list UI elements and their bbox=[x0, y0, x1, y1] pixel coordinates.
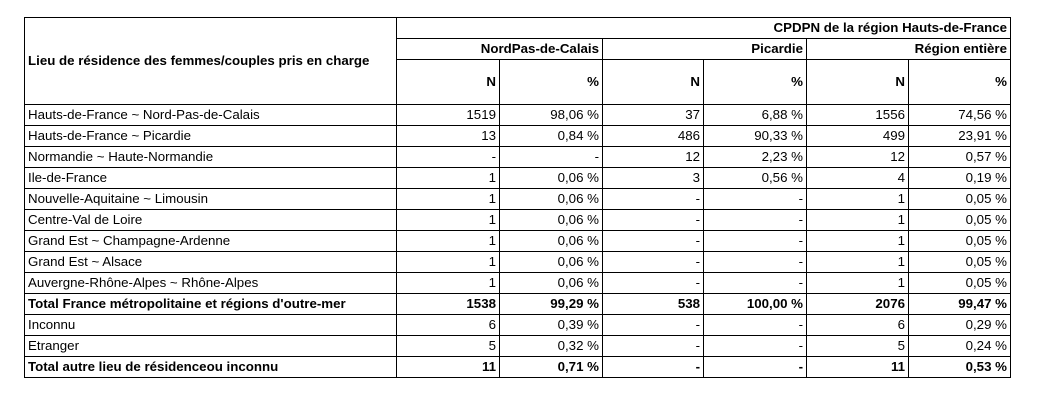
cell-percent: 0,39 % bbox=[500, 315, 603, 336]
cell-count: 1556 bbox=[807, 105, 909, 126]
cell-percent: 2,23 % bbox=[704, 147, 807, 168]
cell-percent: 0,05 % bbox=[909, 189, 1011, 210]
cell-count: 12 bbox=[807, 147, 909, 168]
row-label: Nouvelle-Aquitaine ~ Limousin bbox=[25, 189, 397, 210]
cell-percent: 99,29 % bbox=[500, 294, 603, 315]
cell-count: - bbox=[397, 147, 500, 168]
cell-percent: 6,88 % bbox=[704, 105, 807, 126]
cell-count: 1538 bbox=[397, 294, 500, 315]
table-row bbox=[25, 147, 1011, 168]
cell-count: - bbox=[603, 357, 704, 378]
cell-count: - bbox=[603, 252, 704, 273]
cell-percent: - bbox=[500, 147, 603, 168]
table-row bbox=[25, 210, 1011, 231]
cell-count: 13 bbox=[397, 126, 500, 147]
row-label-header: Lieu de résidence des femmes/couples pris en charge bbox=[25, 18, 397, 105]
cell-count: 5 bbox=[807, 336, 909, 357]
residence-table bbox=[24, 17, 1011, 378]
cell-count: 1 bbox=[397, 210, 500, 231]
cell-count: 12 bbox=[603, 147, 704, 168]
cell-percent: 0,29 % bbox=[909, 315, 1011, 336]
cell-percent: 0,53 % bbox=[909, 357, 1011, 378]
group-header-nord-pas-de-calais: NordPas-de-Calais bbox=[397, 39, 603, 60]
cell-percent: 0,06 % bbox=[500, 168, 603, 189]
cell-count: - bbox=[603, 231, 704, 252]
table-row bbox=[25, 315, 1011, 336]
column-header-n: N bbox=[807, 60, 909, 105]
cell-count: 1 bbox=[807, 210, 909, 231]
cell-count: - bbox=[603, 189, 704, 210]
table-row bbox=[25, 189, 1011, 210]
table-row bbox=[25, 231, 1011, 252]
cell-count: 11 bbox=[397, 357, 500, 378]
cell-percent: 0,84 % bbox=[500, 126, 603, 147]
table-row bbox=[25, 168, 1011, 189]
cell-count: - bbox=[603, 273, 704, 294]
cell-percent: - bbox=[704, 231, 807, 252]
row-label: Total autre lieu de résidenceou inconnu bbox=[25, 357, 397, 378]
cell-count: 1 bbox=[807, 231, 909, 252]
row-label: Total France métropolitaine et régions d'outre-mer bbox=[25, 294, 397, 315]
cell-count: 2076 bbox=[807, 294, 909, 315]
row-label: Inconnu bbox=[25, 315, 397, 336]
cell-percent: - bbox=[704, 210, 807, 231]
table-row bbox=[25, 126, 1011, 147]
row-label: Normandie ~ Haute-Normandie bbox=[25, 147, 397, 168]
cell-count: 1 bbox=[397, 189, 500, 210]
cell-percent: 0,05 % bbox=[909, 252, 1011, 273]
row-label: Hauts-de-France ~ Nord-Pas-de-Calais bbox=[25, 105, 397, 126]
row-label: Hauts-de-France ~ Picardie bbox=[25, 126, 397, 147]
cell-count: 1 bbox=[807, 273, 909, 294]
cell-percent: 0,71 % bbox=[500, 357, 603, 378]
cell-percent: 98,06 % bbox=[500, 105, 603, 126]
cell-percent: 100,00 % bbox=[704, 294, 807, 315]
table-row bbox=[25, 252, 1011, 273]
cell-percent: 0,56 % bbox=[704, 168, 807, 189]
cell-percent: - bbox=[704, 336, 807, 357]
cell-percent: 0,05 % bbox=[909, 231, 1011, 252]
column-header-percent: % bbox=[704, 60, 807, 105]
cell-percent: 0,32 % bbox=[500, 336, 603, 357]
cell-count: 11 bbox=[807, 357, 909, 378]
cell-count: - bbox=[603, 315, 704, 336]
table-row bbox=[25, 336, 1011, 357]
cell-count: 1 bbox=[397, 252, 500, 273]
cell-count: 1 bbox=[397, 231, 500, 252]
cell-percent: 23,91 % bbox=[909, 126, 1011, 147]
cell-count: 5 bbox=[397, 336, 500, 357]
cell-count: 1 bbox=[807, 189, 909, 210]
cell-count: 1 bbox=[807, 252, 909, 273]
cell-percent: 0,06 % bbox=[500, 189, 603, 210]
cell-percent: - bbox=[704, 273, 807, 294]
cell-count: 6 bbox=[807, 315, 909, 336]
cell-count: 3 bbox=[603, 168, 704, 189]
cell-count: 1 bbox=[397, 273, 500, 294]
row-label: Grand Est ~ Champagne-Ardenne bbox=[25, 231, 397, 252]
table-row bbox=[25, 273, 1011, 294]
column-header-percent: % bbox=[500, 60, 603, 105]
cell-count: 486 bbox=[603, 126, 704, 147]
column-header-percent: % bbox=[909, 60, 1011, 105]
cell-percent: 0,06 % bbox=[500, 231, 603, 252]
cell-percent: 74,56 % bbox=[909, 105, 1011, 126]
cell-percent: 0,19 % bbox=[909, 168, 1011, 189]
cell-percent: - bbox=[704, 357, 807, 378]
cell-percent: 0,57 % bbox=[909, 147, 1011, 168]
cell-percent: - bbox=[704, 315, 807, 336]
table-row bbox=[25, 105, 1011, 126]
cell-percent: 0,05 % bbox=[909, 273, 1011, 294]
cell-count: 538 bbox=[603, 294, 704, 315]
row-label: Ile-de-France bbox=[25, 168, 397, 189]
row-label: Auvergne-Rhône-Alpes ~ Rhône-Alpes bbox=[25, 273, 397, 294]
table-title: CPDPN de la région Hauts-de-France bbox=[397, 18, 1011, 39]
total-row bbox=[25, 357, 1011, 378]
cell-count: 6 bbox=[397, 315, 500, 336]
cell-count: 37 bbox=[603, 105, 704, 126]
row-label: Etranger bbox=[25, 336, 397, 357]
cell-percent: 99,47 % bbox=[909, 294, 1011, 315]
group-header-picardie: Picardie bbox=[603, 39, 807, 60]
cell-percent: - bbox=[704, 189, 807, 210]
column-header-n: N bbox=[603, 60, 704, 105]
cell-count: 1519 bbox=[397, 105, 500, 126]
cell-count: 4 bbox=[807, 168, 909, 189]
cell-count: 499 bbox=[807, 126, 909, 147]
cell-count: - bbox=[603, 336, 704, 357]
cell-count: 1 bbox=[397, 168, 500, 189]
cell-percent: 0,06 % bbox=[500, 210, 603, 231]
cell-count: - bbox=[603, 210, 704, 231]
cell-percent: 0,05 % bbox=[909, 210, 1011, 231]
group-header-region-entiere: Région entière bbox=[807, 39, 1011, 60]
cell-percent: 0,06 % bbox=[500, 252, 603, 273]
cell-percent: 90,33 % bbox=[704, 126, 807, 147]
row-label: Centre-Val de Loire bbox=[25, 210, 397, 231]
cell-percent: - bbox=[704, 252, 807, 273]
column-header-n: N bbox=[397, 60, 500, 105]
cell-percent: 0,24 % bbox=[909, 336, 1011, 357]
row-label: Grand Est ~ Alsace bbox=[25, 252, 397, 273]
total-row bbox=[25, 294, 1011, 315]
cell-percent: 0,06 % bbox=[500, 273, 603, 294]
